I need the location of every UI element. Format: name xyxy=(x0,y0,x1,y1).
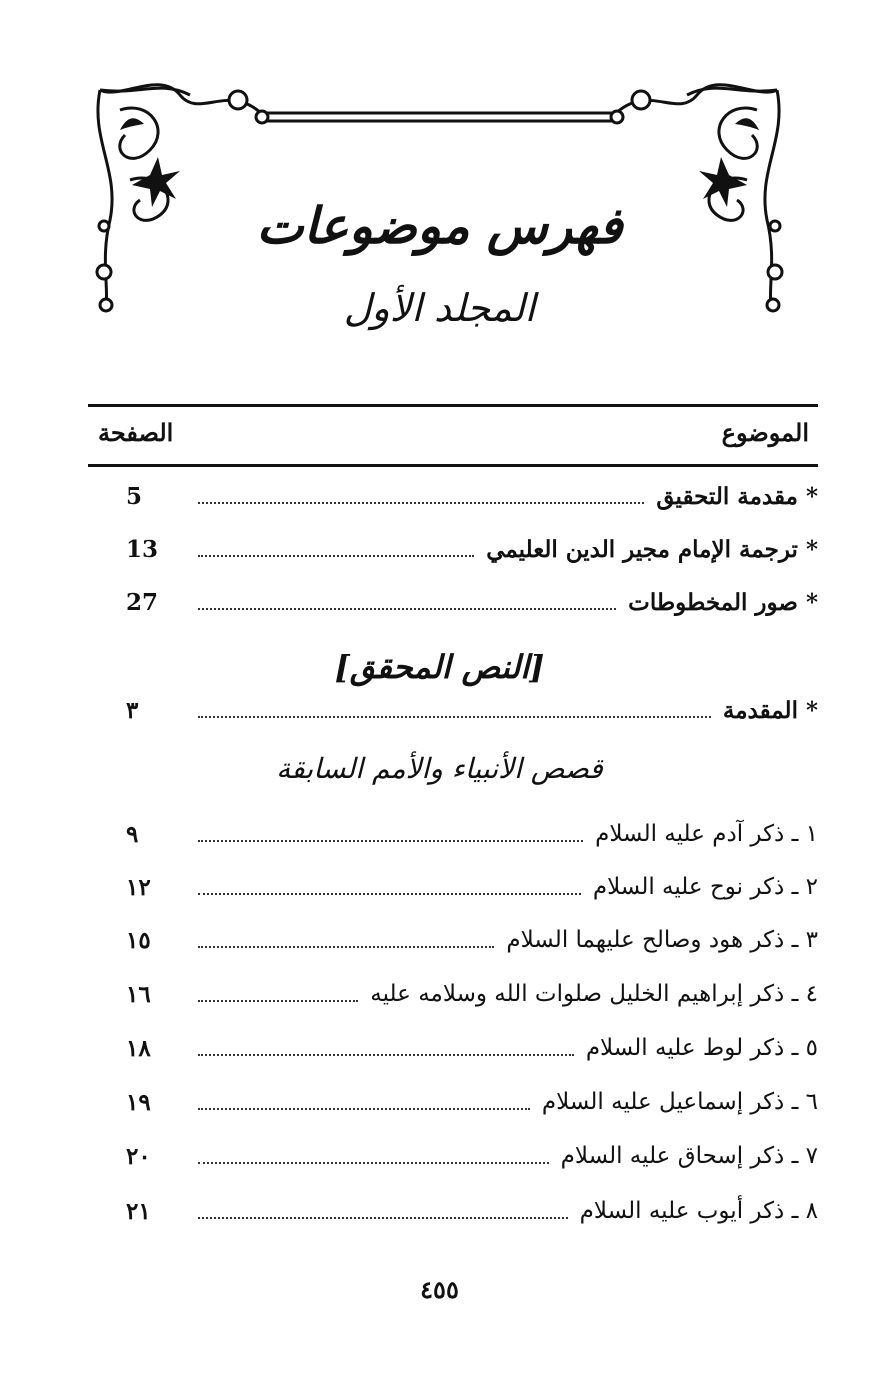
leader-dots xyxy=(198,1054,574,1056)
toc-entry-page: 5 xyxy=(126,482,143,510)
section-heading-prophets-stories: قصص الأنبياء والأمم السابقة xyxy=(276,752,603,785)
leader-dots xyxy=(198,1000,358,1002)
toc-entry-page: 27 xyxy=(126,588,159,616)
leader-dots xyxy=(198,716,711,718)
leader-dots xyxy=(198,1108,530,1110)
leader-dots xyxy=(198,893,581,895)
column-page-heading: الصفحة xyxy=(98,418,174,447)
toc-entry-page: ٣ xyxy=(126,696,139,724)
toc-entry[interactable] xyxy=(88,974,818,1014)
toc-entry[interactable] xyxy=(88,1082,818,1122)
leader-dots xyxy=(198,840,583,842)
leader-dots xyxy=(198,608,616,610)
page-number: ٤٥٥ xyxy=(420,1275,459,1304)
toc-entry[interactable] xyxy=(88,920,818,960)
toc-entry-page: ٢١ xyxy=(126,1197,151,1225)
toc-entry[interactable] xyxy=(88,529,818,569)
toc-entry-label: ٤ ـ ذكر إبراهيم الخليل صلوات الله وسلامه عليه xyxy=(370,981,818,1007)
toc-entry[interactable] xyxy=(88,582,818,622)
toc-entry[interactable] xyxy=(88,1136,818,1176)
toc-entry-page: ٢٠ xyxy=(126,1142,151,1170)
toc-entry[interactable] xyxy=(88,1191,818,1231)
leader-dots xyxy=(198,1162,549,1164)
toc-entry[interactable] xyxy=(88,690,818,730)
toc-entry[interactable] xyxy=(88,867,818,907)
header-rule-bottom xyxy=(88,464,818,467)
toc-entry-label: * مقدمة التحقيق xyxy=(656,482,818,510)
toc-entry-label: ٢ ـ ذكر نوح عليه السلام xyxy=(592,874,818,900)
toc-entry-label: * صور المخطوطات xyxy=(628,588,818,616)
toc-entry[interactable] xyxy=(88,1028,818,1068)
toc-entry-page: ١٨ xyxy=(126,1034,151,1062)
toc-entry-page: ١٩ xyxy=(126,1088,151,1116)
toc-entry-page: 13 xyxy=(126,535,159,563)
leader-dots xyxy=(198,555,474,557)
toc-entry[interactable] xyxy=(88,476,818,516)
toc-entry-page: ١٦ xyxy=(126,980,151,1008)
toc-entry-label: ٦ ـ ذكر إسماعيل عليه السلام xyxy=(541,1089,818,1115)
toc-entry-label: ٨ ـ ذكر أيوب عليه السلام xyxy=(579,1198,818,1224)
toc-entry-page: ١٥ xyxy=(126,926,151,954)
header-rule-top xyxy=(88,404,818,407)
toc-entry[interactable] xyxy=(88,814,818,854)
toc-entry-label: * ترجمة الإمام مجير الدين العليمي xyxy=(486,535,818,563)
volume-subtitle: المجلد الأول xyxy=(343,286,536,330)
section-heading-edited-text: [النص المحقق] xyxy=(334,648,545,686)
toc-entry-page: ١٢ xyxy=(126,873,151,901)
toc-entry-label: ٣ ـ ذكر هود وصالح عليهما السلام xyxy=(506,927,818,953)
leader-dots xyxy=(198,502,644,504)
leader-dots xyxy=(198,946,494,948)
toc-entry-label: * المقدمة xyxy=(722,696,818,724)
toc-entry-page: ٩ xyxy=(126,820,139,848)
toc-entry-label: ٥ ـ ذكر لوط عليه السلام xyxy=(585,1035,818,1061)
page-title: فهرس موضوعات xyxy=(256,196,623,255)
toc-entry-label: ١ ـ ذكر آدم عليه السلام xyxy=(595,821,818,847)
leader-dots xyxy=(198,1217,568,1219)
toc-entry-label: ٧ ـ ذكر إسحاق عليه السلام xyxy=(560,1143,818,1169)
column-topic-heading: الموضوع xyxy=(721,418,809,447)
